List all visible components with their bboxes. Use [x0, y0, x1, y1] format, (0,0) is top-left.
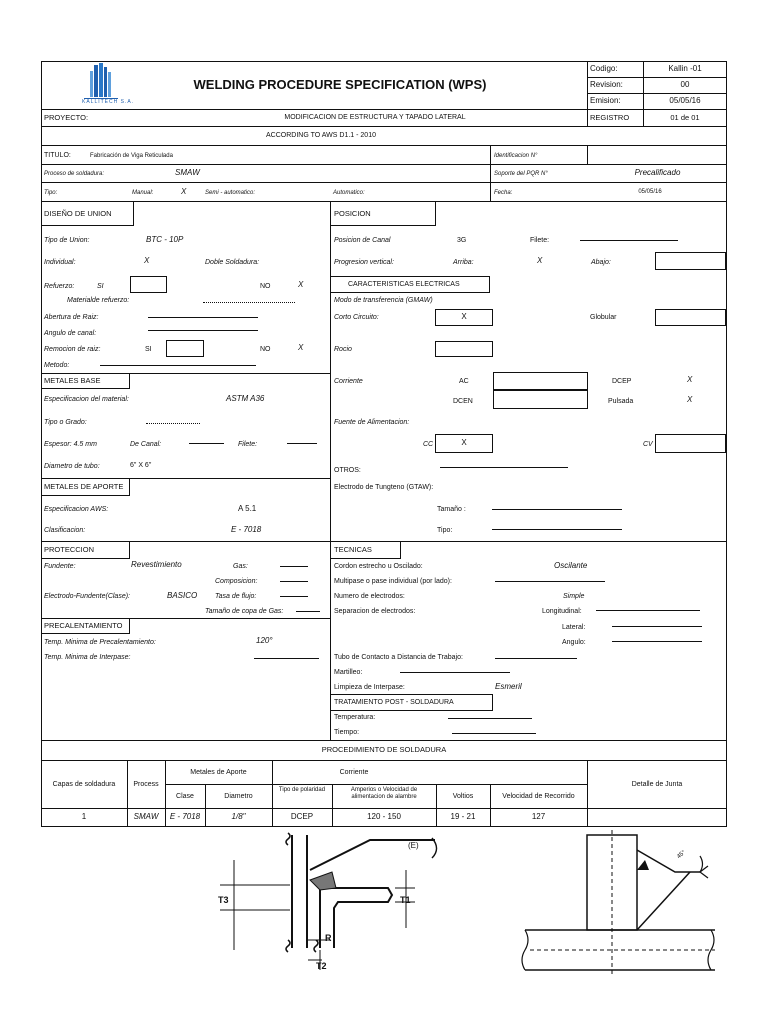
gas-label: Gas: — [233, 563, 248, 570]
tamano-label: Tamaño : — [437, 506, 466, 513]
row-process: SMAW — [133, 812, 159, 821]
refuerzo-x: X — [298, 280, 304, 289]
col-clase: Clase — [176, 793, 194, 800]
aws-value: A 5.1 — [238, 504, 257, 513]
abajo-box[interactable] — [655, 252, 726, 270]
globular-box[interactable] — [655, 309, 726, 326]
fuente-label: Fuente de Alimentacion: — [334, 419, 410, 426]
cordon-label: Cordon estrecho u Oscilado: — [334, 563, 423, 570]
tipo-union-label: Tipo de Union: — [44, 237, 90, 244]
corriente-label: Corriente — [334, 378, 363, 385]
joint-detail-drawing-left — [210, 830, 475, 978]
label-r: R — [325, 933, 332, 943]
soporte-label: Soporte del PQR N° — [494, 171, 548, 177]
titulo-label: TITULO: — [44, 152, 71, 159]
espesor-canal-label: De Canal: — [130, 441, 162, 448]
material-refuerzo-label: Materialde refuerzo: — [67, 297, 130, 304]
pulsada-label: Pulsada — [608, 398, 634, 405]
individual-value: X — [144, 256, 150, 265]
especificacion-label: Especificacion del material: — [44, 396, 129, 403]
col-polaridad: Tipo de polaridad — [278, 787, 326, 793]
company-logo — [76, 63, 135, 107]
col-process: Process — [133, 781, 159, 788]
abajo-label: Abajo: — [591, 259, 611, 266]
angle-label: 45° — [676, 849, 687, 861]
composicion-label: Composicion: — [215, 578, 258, 585]
electrodo-fundente-value: BASICO — [167, 591, 198, 600]
label-t2: T2 — [316, 961, 327, 971]
numero-electrodos-value: Simple — [563, 593, 585, 600]
ac-label: AC — [459, 378, 469, 385]
cv-label: CV — [643, 441, 653, 448]
revision-value: 00 — [680, 80, 690, 89]
codigo-label: Codigo: — [590, 64, 618, 73]
corto-value: X — [461, 312, 467, 321]
cc-label: CC — [423, 441, 434, 448]
tiempo-label: Tiempo: — [334, 729, 360, 736]
remocion-si-box[interactable] — [166, 340, 204, 357]
proyecto-label: PROYECTO: — [44, 113, 89, 122]
row-clase: E - 7018 — [169, 812, 201, 821]
tubo-label: Tubo de Contacto a Distancia de Trabajo: — [334, 654, 463, 661]
espesor-label: Espesor: 4.5 mm — [44, 441, 97, 448]
filete-label: Filete: — [530, 237, 550, 244]
angulo-canal-label: Angulo de canal: — [44, 330, 97, 337]
registro-label: REGISTRO — [590, 113, 630, 122]
proteccion-heading: PROTECCION — [44, 545, 95, 554]
remocion-si: SI — [145, 346, 152, 353]
posicion-canal-label: Posicion de Canal — [334, 237, 391, 244]
row-polaridad: DCEP — [290, 812, 314, 821]
codigo-value: Kallin -01 — [668, 64, 702, 73]
document-title: WELDING PROCEDURE SPECIFICATION (WPS) — [193, 77, 487, 92]
titulo-value: Fabricación de Viga Reticulada — [90, 153, 173, 159]
martilleo-label: Martilleo: — [334, 669, 363, 676]
row-velocidad: 127 — [531, 812, 546, 821]
progresion-label: Progresion vertical: — [334, 259, 394, 266]
modo-label: Modo de transferencia (GMAW) — [334, 297, 433, 304]
tipo-union-value: BTC - 10P — [146, 235, 184, 244]
pulsada-value: X — [687, 395, 693, 404]
proceso-label: Proceso de soldadura: — [44, 171, 105, 177]
longitudinal-label: Longitudinal: — [542, 608, 582, 615]
refuerzo-si-box[interactable] — [130, 276, 167, 293]
multipase-label: Multipase o pase individual (por lado): — [334, 578, 452, 585]
arriba-value: X — [537, 256, 543, 265]
col-diametro: Diametro — [224, 793, 253, 800]
manual-value: X — [181, 187, 187, 196]
metales-base-heading: METALES BASE — [44, 376, 101, 385]
rocio-box[interactable] — [435, 341, 493, 357]
globular-label: Globular — [590, 314, 617, 321]
remocion-no: NO — [260, 346, 271, 353]
fundente-label: Fundente: — [44, 563, 76, 570]
electricas-heading: CARACTERISTICAS ELECTRICAS — [348, 281, 460, 288]
col-velocidad: Velocidad de Recorrido — [502, 793, 575, 800]
according-text: ACCORDING TO AWS D1.1 - 2010 — [266, 132, 376, 139]
individual-label: Individual: — [44, 259, 76, 266]
revision-label: Revision: — [590, 80, 623, 89]
col-capas: Capas de soldadura — [52, 781, 116, 788]
cordon-value: Oscilante — [554, 561, 588, 570]
metales-aporte-heading: METALES DE APORTE — [44, 482, 124, 491]
angulo-label: Angulo: — [562, 639, 586, 646]
post-heading: TRATAMIENTO POST - SOLDADURA — [334, 699, 454, 706]
otros-label: OTROS: — [334, 467, 361, 474]
fecha-value: 05/05/16 — [638, 189, 662, 195]
emision-label: Emision: — [590, 96, 621, 105]
diametro-label: Diametro de tubo: — [44, 463, 100, 470]
proceso-value: SMAW — [175, 168, 200, 177]
electrodo-tungsteno-label: Electrodo de Tungteno (GTAW): — [334, 484, 434, 491]
label-t1: T1 — [400, 895, 411, 905]
lateral-label: Lateral: — [562, 624, 586, 631]
soporte-value: Precalificado — [634, 168, 681, 177]
numero-electrodos-label: Numero de electrodos: — [334, 593, 405, 600]
row-diametro: 1/8" — [231, 812, 246, 821]
label-t3: T3 — [218, 895, 229, 905]
limpieza-value: Esmeril — [495, 682, 522, 691]
registro-value: 01 de 01 — [670, 113, 700, 122]
clasificacion-label: Clasificacion: — [44, 527, 86, 534]
col-detalle: Detalle de Junta — [631, 781, 683, 788]
rocio-label: Rocio — [334, 346, 352, 353]
separacion-label: Separacion de electrodos: — [334, 608, 416, 615]
posicion-heading: POSICION — [334, 209, 371, 218]
tipo-grado-label: Tipo o Grado: — [44, 419, 87, 426]
cv-box[interactable] — [655, 434, 726, 453]
dcen-box[interactable] — [493, 390, 588, 409]
posicion-canal-value: 3G — [457, 237, 467, 244]
interpase-label: Temp. Minima de Interpase: — [44, 654, 131, 661]
semi-label: Semi - automatico: — [205, 190, 256, 196]
joint-detail-drawing-right — [515, 830, 730, 980]
corto-label: Corto Circuito: — [334, 314, 379, 321]
cc-value: X — [461, 438, 467, 447]
row-amperios: 120 - 150 — [367, 812, 401, 821]
remocion-x: X — [298, 343, 304, 352]
refuerzo-label: Refuerzo: — [44, 283, 75, 290]
remocion-label: Remocion de raiz: — [44, 346, 101, 353]
refuerzo-si: SI — [97, 283, 104, 290]
espesor-filete-label: Filete: — [238, 441, 258, 448]
tecnicas-heading: TECNICAS — [334, 545, 372, 554]
dcep-value: X — [687, 375, 693, 384]
ac-box[interactable] — [493, 372, 588, 390]
limpieza-label: Limpieza de Interpase: — [334, 684, 405, 691]
diametro-value: 6" X 6" — [130, 462, 152, 469]
especificacion-value: ASTM A36 — [226, 394, 265, 403]
tipo-label: Tipo: — [44, 190, 58, 196]
tasa-label: Tasa de flujo: — [215, 593, 257, 600]
diseno-heading: DISEÑO DE UNION — [44, 209, 112, 218]
fundente-value: Revestimiento — [131, 560, 182, 569]
aws-label: Especificacion AWS: — [44, 506, 109, 513]
arriba-label: Arriba: — [453, 259, 474, 266]
doble-label: Doble Soldadura: — [205, 259, 260, 266]
abertura-label: Abertura de Raiz: — [44, 314, 99, 321]
fecha-label: Fecha: — [494, 190, 513, 196]
col-metales: Metales de Aporte — [190, 769, 247, 776]
dcen-label: DCEN — [453, 398, 473, 405]
col-voltios: Voltios — [452, 793, 474, 800]
temp-min-value: 120° — [256, 636, 273, 645]
metodo-label: Metodo: — [44, 362, 70, 369]
temperatura-label: Temperatura: — [334, 714, 376, 721]
temp-min-label: Temp. Minima de Precalentamiento: — [44, 639, 156, 646]
precalentamiento-heading: PRECALENTAMIENTO — [44, 621, 123, 630]
label-e: (E) — [408, 841, 419, 850]
dcep-label: DCEP — [612, 378, 632, 385]
col-corriente: Corriente — [339, 769, 369, 776]
proyecto-value: MODIFICACION DE ESTRUCTURA Y TAPADO LATERAL — [284, 114, 466, 121]
identificacion-label: Identificacion N° — [494, 153, 538, 159]
copa-label: Tamaño de copa de Gas: — [205, 608, 284, 615]
clasificacion-value: E - 7018 — [231, 525, 262, 534]
row-voltios: 19 - 21 — [450, 812, 476, 821]
logo-text: KALLITECH S.A. — [82, 99, 135, 105]
electrodo-fundente-label: Electrodo-Fundente(Clase): — [44, 593, 130, 600]
tipo-tungsteno-label: Tipo: — [437, 527, 453, 534]
procedimiento-heading: PROCEDIMIENTO DE SOLDADURA — [321, 745, 447, 754]
manual-label: Manual: — [132, 190, 154, 196]
refuerzo-no: NO — [260, 283, 271, 290]
automatico-label: Automatico: — [333, 190, 365, 196]
row-capa: 1 — [81, 812, 87, 821]
emision-value: 05/05/16 — [669, 96, 701, 105]
col-amperios: Amperios o Velocidad de alimentacion de alambre — [350, 787, 418, 800]
